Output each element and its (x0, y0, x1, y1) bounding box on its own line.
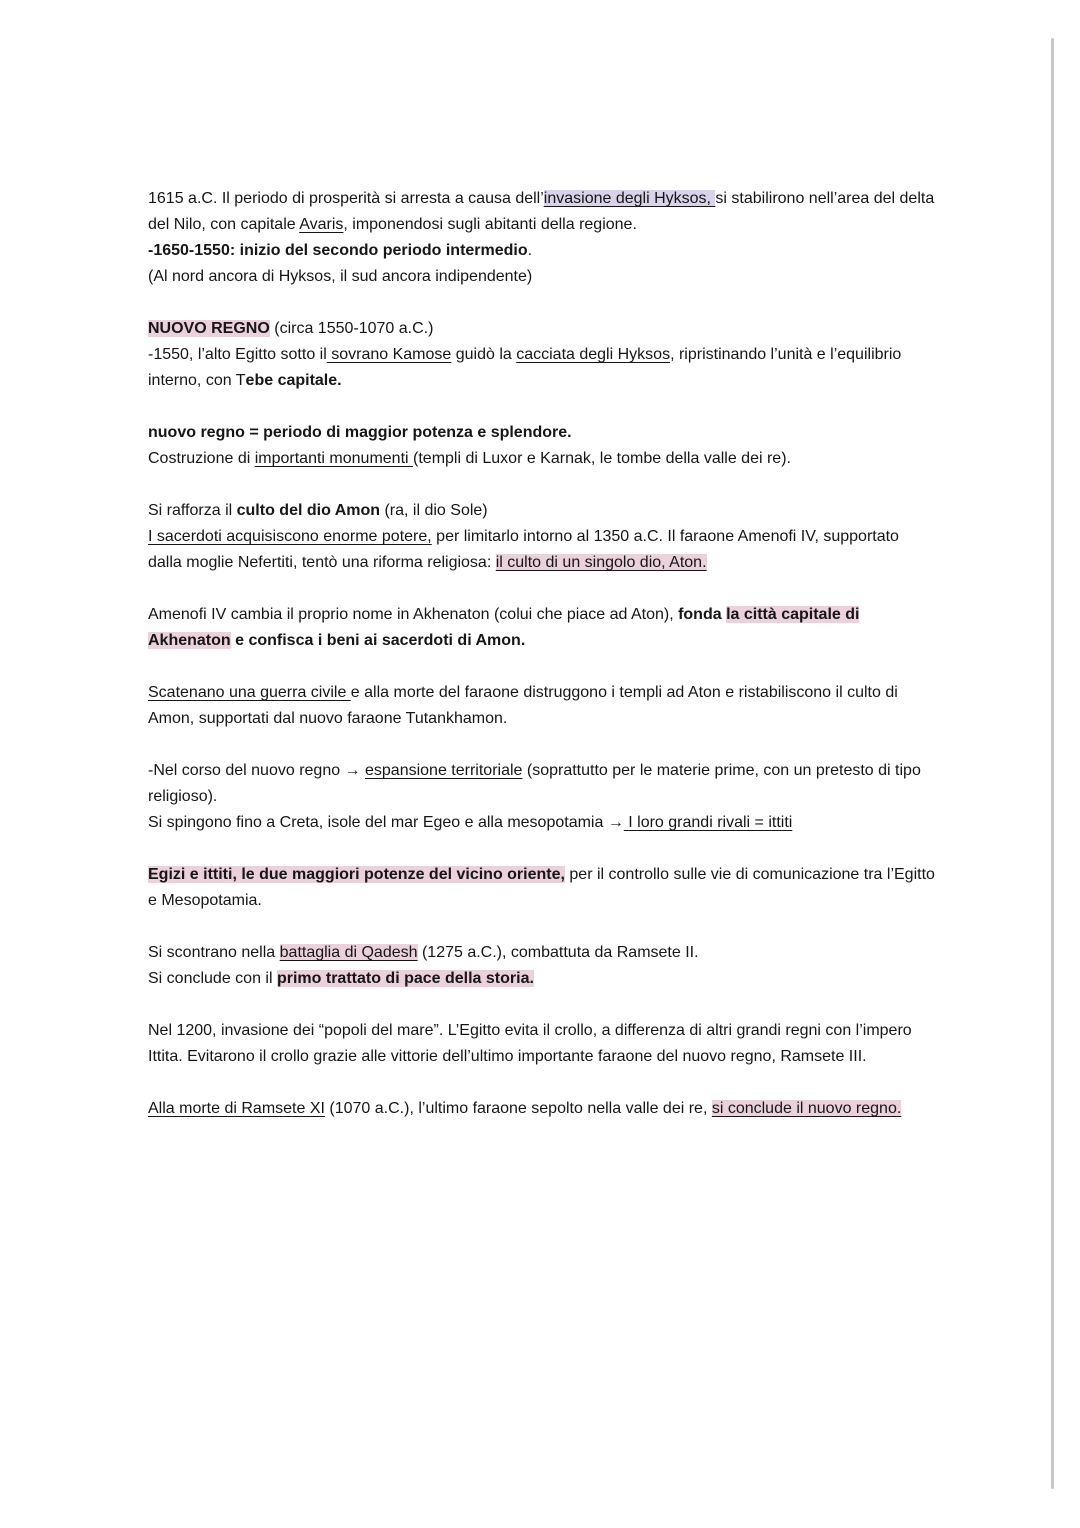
text-run: (soprattutto per le materie prime, con un pretesto di tipo religioso). (148, 762, 921, 805)
text-run: 1615 a.C. Il periodo di prosperità si arresta a causa dell’ (148, 190, 544, 207)
paragraph (148, 498, 936, 524)
highlighted-text-run: NUOVO REGNO (148, 320, 270, 337)
scrollbar[interactable] (1051, 38, 1054, 1489)
text-run: (1275 a.C.), combattuta da Ramsete II. (417, 944, 699, 961)
text-run: ebe capitale. (245, 372, 342, 389)
text-run: (Al nord ancora di Hyksos, il sud ancora indipendente) (148, 268, 533, 285)
paragraph (148, 316, 936, 342)
text-run: Scatenano una guerra civile (148, 684, 351, 701)
text-run: -1550, l’alto Egitto sotto il (148, 346, 327, 363)
paragraph (148, 1018, 936, 1070)
paragraph (148, 1096, 936, 1122)
paragraph (148, 264, 936, 290)
text-run: (ra, il dio Sole) (380, 502, 488, 519)
text-run: -1650-1550: inizio del secondo periodo intermedio (148, 242, 528, 259)
text-run: si stabilirono nell’area del delta del Nilo, con capitale (148, 190, 935, 233)
text-run: Nel 1200, invasione dei “popoli del mare”. L’Egitto evita il crollo, a differenza di altri grandi regni con l’impero Ittita. Evitarono il crollo grazie alle vittorie dell’ultimo importante faraone del nuovo regno, Ramsete III. (148, 1022, 912, 1065)
paragraph (148, 810, 936, 836)
text-run: Si spingono fino a Creta, isole del mar Egeo e alla mesopotamia → (148, 814, 624, 831)
highlighted-text-run: primo trattato di pace della storia. (276, 970, 534, 987)
text-run: fonda (678, 606, 727, 623)
paragraph (148, 446, 936, 472)
paragraph (148, 940, 936, 966)
text-run: culto del dio Amon (236, 502, 381, 519)
text-run: -Nel corso del nuovo regno → (148, 762, 365, 779)
text-run: cacciata degli Hyksos (516, 346, 671, 363)
text-run: Avaris (299, 216, 344, 233)
paragraph (148, 758, 936, 810)
text-run: e confisca i beni ai sacerdoti di Amon. (230, 632, 526, 649)
paragraph (148, 524, 936, 576)
text-run: I sacerdoti acquisiscono enorme potere, (148, 528, 432, 545)
paragraph (148, 602, 936, 654)
highlighted-text-run: battaglia di Qadesh (279, 944, 418, 961)
highlighted-text-run: il culto di un singolo dio, Aton. (495, 554, 707, 571)
paragraph (148, 680, 936, 732)
paragraph (148, 420, 936, 446)
text-run: Amenofi IV cambia il proprio nome in Akhenaton (colui che piace ad Aton), (148, 606, 679, 623)
text-run: (templi di Luxor e Karnak, le tombe della valle dei re). (413, 450, 791, 467)
paragraph (148, 186, 936, 238)
paragraph (148, 342, 936, 394)
text-run: sovrano Kamose (326, 346, 452, 363)
highlighted-text-run: la città capitale di Akhenaton (148, 606, 860, 649)
highlighted-text-run: invasione degli Hyksos, (543, 190, 716, 207)
text-run: Costruzione di (148, 450, 255, 467)
text-run: espansione territoriale (365, 762, 523, 779)
text-run: guidò la (451, 346, 517, 363)
paragraph (148, 862, 936, 914)
text-run: . (527, 242, 533, 259)
text-run: per limitarlo intorno al 1350 a.C. Il faraone Amenofi IV, supportato dalla moglie Nefertiti, tentò una riforma religiosa: (148, 528, 899, 571)
document-body (148, 186, 936, 1122)
text-run: (circa 1550-1070 a.C.) (269, 320, 434, 337)
text-run: I loro grandi rivali = ittiti (623, 814, 793, 831)
text-run: Si scontrano nella (148, 944, 280, 961)
paragraph (148, 238, 936, 264)
text-run: per il controllo sulle vie di comunicazione tra l’Egitto e Mesopotamia. (148, 866, 935, 909)
text-run: , imponendosi sugli abitanti della regione. (343, 216, 637, 233)
text-run: , ripristinando l’unità e l’equilibrio interno, con T (148, 346, 902, 389)
paragraph (148, 966, 936, 992)
highlighted-text-run: Egizi e ittiti, le due maggiori potenze del vicino oriente, (148, 866, 565, 883)
text-run: Si conclude con il (148, 970, 277, 987)
text-run: nuovo regno = periodo di maggior potenza e splendore. (148, 424, 572, 441)
text-run: e alla morte del faraone distruggono i templi ad Aton e ristabiliscono il culto di Amon, supportati dal nuovo faraone Tutankhamon. (148, 684, 898, 727)
text-run: importanti monumenti (254, 450, 414, 467)
text-run: (1070 a.C.), l’ultimo faraone sepolto nella valle dei re, (324, 1100, 712, 1117)
text-run: Si rafforza il (148, 502, 237, 519)
highlighted-text-run: si conclude il nuovo regno. (711, 1100, 902, 1117)
text-run: Alla morte di Ramsete XI (148, 1100, 325, 1117)
